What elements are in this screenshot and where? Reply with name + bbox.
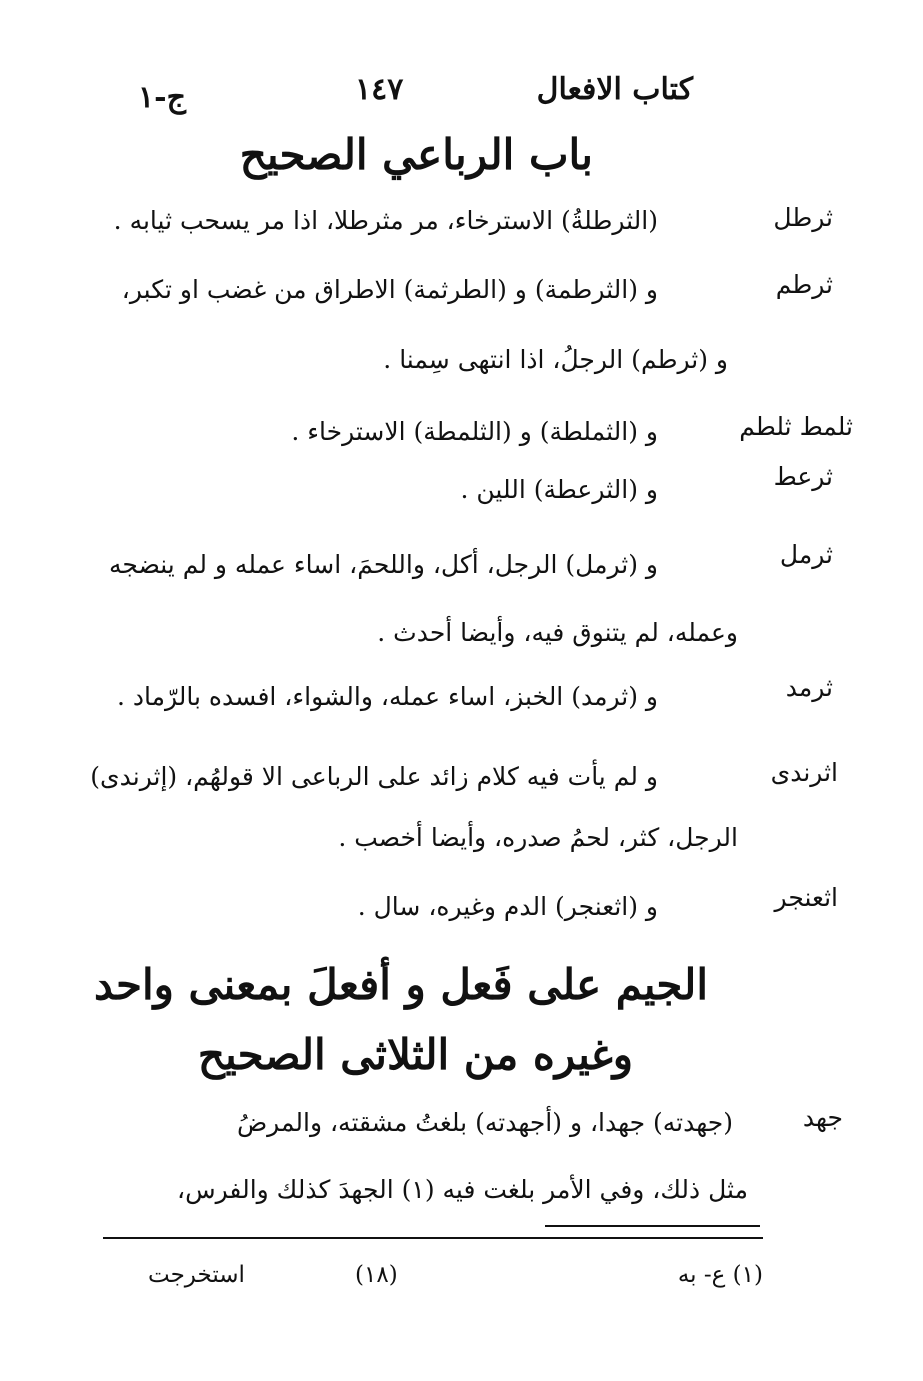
entry-word: ثرطل — [773, 203, 833, 232]
entry-word: ثرعط — [773, 462, 833, 491]
entry-text: وعمله، لم يتنوق فيه، وأيضا أحدث . — [377, 618, 738, 647]
entry-word: ثرمل — [779, 540, 833, 569]
footnote-rule — [103, 1237, 763, 1239]
entry-text: و (الثرعطة) اللين . — [460, 475, 658, 504]
entry-text: (الثرطلةُ) الاسترخاء، مر مثرطلا، اذا مر يسحب ثيابه . — [113, 206, 658, 235]
volume-label: ج-١ — [138, 80, 186, 115]
entry-text: و (ثرمد) الخبز، اساء عمله، والشواء، افسده بالرّماد . — [116, 682, 658, 711]
entry-word: جهد — [802, 1103, 843, 1132]
entry-text: و (اثعنجر) الدم وغيره، سال . — [357, 892, 658, 921]
book-title: كتاب الافعال — [536, 72, 693, 107]
footnote: (١) ع- به — [677, 1262, 763, 1288]
section-title: باب الرباعي الصحيح — [239, 130, 593, 179]
section-title: الجيم على فَعل و أفعلَ بمعنى واحد — [93, 960, 708, 1009]
entry-text: و (ثرمل) الرجل، أكل، واللحمَ، اساء عمله و لم ينضجه — [109, 550, 658, 579]
section-title: وغيره من الثلاثى الصحيح — [197, 1030, 633, 1079]
catchword: استخرجت — [148, 1262, 245, 1288]
entry-word: اثعنجر — [774, 883, 838, 912]
entry-text: (جهدته) جهدا، و (أجهدته) بلغتُ مشقته، والمرضُ — [236, 1108, 733, 1137]
entry-text: و (ثرطم) الرجلُ، اذا انتهى سِمنا . — [383, 345, 728, 374]
entry-text: و (الثرطمة) و (الطرثمة) الاطراق من غضب او تكبر، — [121, 275, 658, 304]
entry-text: الرجل، كثر، لحمُ صدره، وأيضا أخصب . — [338, 823, 738, 852]
page-number: ١٤٧ — [355, 72, 404, 107]
entry-text: و لم يأت فيه كلام زائد على الرباعى الا قولهُم، (إثرندى) — [90, 762, 658, 791]
entry-word: ثرمد — [785, 673, 833, 702]
entry-word: ثرطم — [775, 270, 833, 299]
signature-mark: (١٨) — [355, 1262, 398, 1288]
entry-text: و (الثملطة) و (الثلمطة) الاسترخاء . — [291, 417, 658, 446]
entry-word: ثلمط ثلطم — [739, 412, 853, 441]
entry-word: اثرندى — [770, 758, 838, 787]
footnote-rule — [545, 1225, 760, 1227]
entry-text: مثل ذلك، وفي الأمر بلغت فيه (١) الجهدَ كذلك والفرس، — [177, 1175, 748, 1204]
